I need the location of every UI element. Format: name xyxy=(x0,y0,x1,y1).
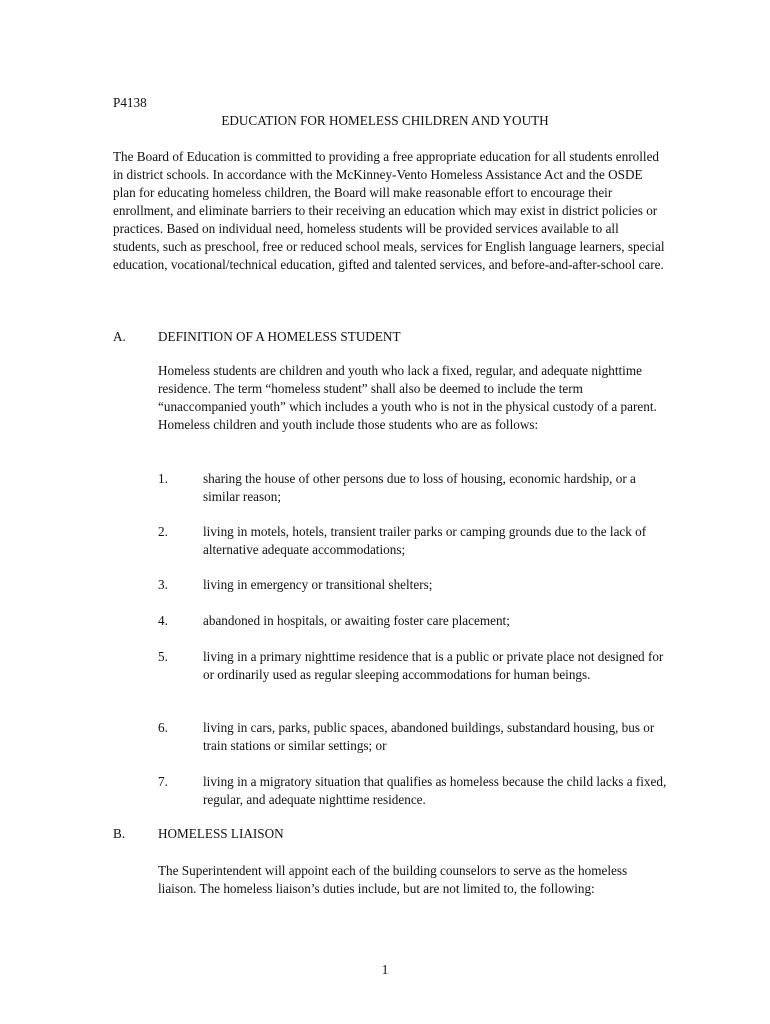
section-b-heading: HOMELESS LIAISON xyxy=(158,826,284,841)
section-a-heading: DEFINITION OF A HOMELESS STUDENT xyxy=(158,329,401,344)
list-item-text: living in motels, hotels, transient trailer parks or camping grounds due to the lack of alternative adequate accommodations; xyxy=(203,524,647,557)
list-item-text: living in cars, parks, public spaces, abandoned buildings, substandard housing, bus or train stations or similar settings; or xyxy=(203,720,655,753)
section-b-letter: B. xyxy=(113,826,126,841)
list-item-number: 6. xyxy=(158,720,168,735)
list-item-text: abandoned in hospitals, or awaiting foster care placement; xyxy=(203,613,510,628)
list-item-text: living in a primary nighttime residence that is a public or private place not designed for or ordinarily used as regular sleeping accommodations for human beings. xyxy=(203,649,664,682)
section-a-paragraph: Homeless students are children and youth who lack a fixed, regular, and adequate nighttime residence. The term “homeless student” shall also be deemed to include the term “unaccompanied youth” which includes a youth who is not in the physical custody of a parent. Homeless children and youth include those students who are as follows: xyxy=(158,363,657,432)
policy-code: P4138 xyxy=(113,95,147,110)
list-item-number: 4. xyxy=(158,613,168,628)
list-item-number: 5. xyxy=(158,649,168,664)
section-b-paragraph: The Superintendent will appoint each of the building counselors to serve as the homeless liaison. The homeless liaison’s duties include, but are not limited to, the following: xyxy=(158,863,628,896)
document-title: EDUCATION FOR HOMELESS CHILDREN AND YOUTH xyxy=(221,113,549,128)
list-item-text: living in emergency or transitional shelters; xyxy=(203,577,433,592)
intro-paragraph: The Board of Education is committed to providing a free appropriate education for all students enrolled in district schools. In accordance with the McKinney-Vento Homeless Assistance Act and the OSDE plan for educating homeless children, the Board will make reasonable effort to encourage their enrollment, and eliminate barriers to their receiving an education which may exist in district policies or practices. Based on individual need, homeless students will be provided services available to all students, such as preschool, free or reduced school meals, services for English language learners, special education, vocational/technical education, gifted and talented services, and before-and-after-school care. xyxy=(113,149,665,272)
list-item-number: 3. xyxy=(158,577,168,592)
page-number: 1 xyxy=(381,962,389,977)
list-item-number: 1. xyxy=(158,471,168,486)
list-item-text: living in a migratory situation that qualifies as homeless because the child lacks a fixed, regular, and adequate nighttime residence. xyxy=(203,774,667,807)
list-item-number: 2. xyxy=(158,524,168,539)
section-a-letter: A. xyxy=(113,329,126,344)
list-item-text: sharing the house of other persons due to loss of housing, economic hardship, or a similar reason; xyxy=(203,471,636,504)
list-item-number: 7. xyxy=(158,774,168,789)
